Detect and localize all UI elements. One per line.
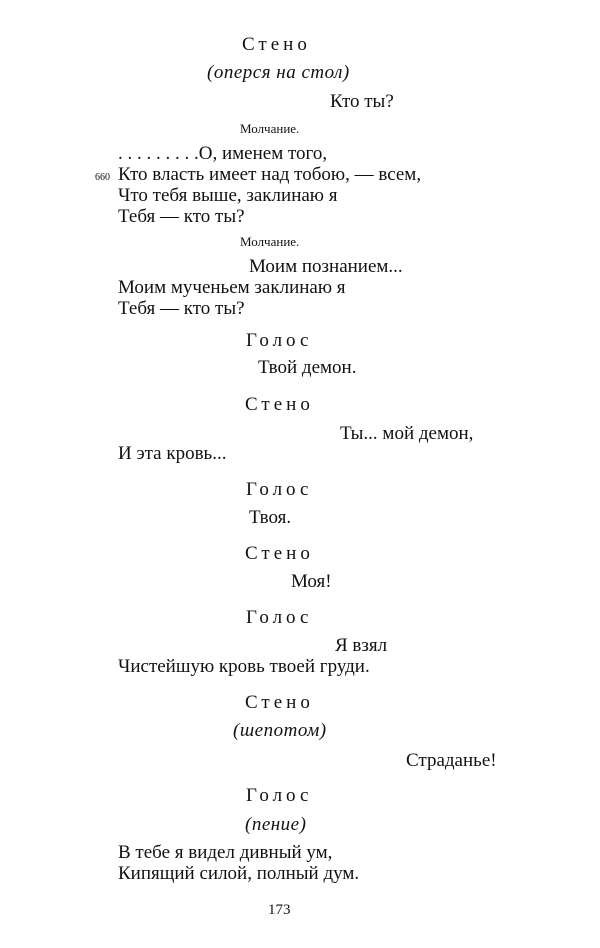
verse-line: Моя! [291, 571, 332, 592]
verse-line: Кто ты? [330, 91, 394, 112]
speaker-name: Голос [246, 785, 313, 806]
speaker-name: Стено [245, 543, 314, 564]
speaker-name: Голос [246, 607, 313, 628]
verse-line: В тебе я видел дивный ум, [118, 842, 333, 863]
verse-line: Твой демон. [258, 357, 357, 378]
speaker-name: Стено [245, 394, 314, 415]
page-number: 173 [268, 902, 291, 918]
speaker-name: Стено [242, 34, 311, 55]
verse-line: Кто власть имеет над тобою, — всем, [118, 164, 422, 185]
verse-line: Тебя — кто ты? [118, 298, 245, 319]
speaker-name: Стено [245, 692, 314, 713]
stage-note: Молчание. [240, 121, 300, 136]
verse-line: И эта кровь... [118, 443, 227, 464]
verse-line: Ты... мой демон, [340, 423, 474, 444]
verse-line: Я взял [335, 635, 388, 656]
verse-line: Моим мученьем заклинаю я [118, 277, 346, 298]
stage-direction: (оперся на стол) [207, 62, 350, 83]
speaker-name: Голос [246, 330, 313, 351]
verse-line: Тебя — кто ты? [118, 206, 245, 227]
verse-line: Что тебя выше, заклинаю я [118, 185, 338, 206]
verse-line: Кипящий силой, полный дум. [118, 863, 360, 884]
verse-line: . . . . . . . . .О, именем того, [118, 143, 328, 164]
stage-direction: (шепотом) [233, 720, 327, 741]
speaker-name: Голос [246, 479, 313, 500]
verse-line: Чистейшую кровь твоей груди. [118, 656, 370, 677]
verse-line: Моим познанием... [249, 256, 403, 277]
stage-note: Молчание. [240, 234, 300, 249]
stage-direction: (пение) [245, 814, 307, 835]
line-number: 660 [95, 172, 110, 183]
verse-line: Страданье! [406, 750, 497, 771]
verse-line: Твоя. [249, 507, 292, 528]
